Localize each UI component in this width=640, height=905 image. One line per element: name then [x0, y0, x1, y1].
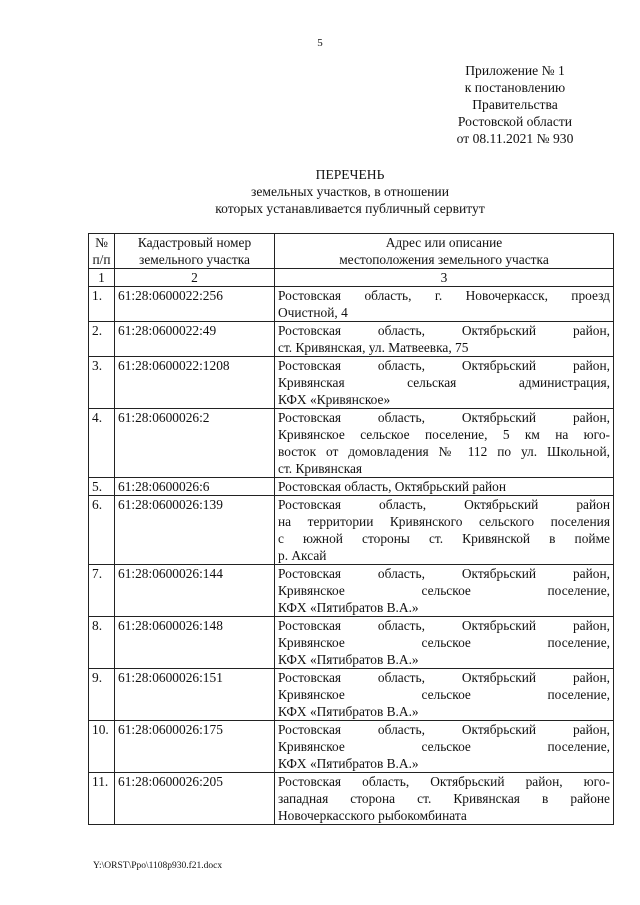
address-cell: [275, 409, 614, 478]
address-cell: [275, 322, 614, 357]
header-cadastral: [115, 234, 275, 269]
address-line: ст. Кривянская: [278, 461, 363, 476]
address-line: Кривянское сельское поселение, 5 км на юго-: [278, 427, 610, 442]
address-line: Кривянское сельское поселение,: [278, 687, 610, 702]
header-line: Адрес или описание: [385, 235, 503, 250]
address-line: с южной стороны ст. Кривянской в пойме: [278, 531, 610, 546]
address-line: КФХ «Пятибратов В.А.»: [278, 600, 419, 615]
address-line: КФХ «Пятибратов В.А.»: [278, 756, 419, 771]
table-body: [89, 234, 614, 825]
address-line: Кривянское сельское поселение,: [278, 583, 610, 598]
appendix-line: к постановлению: [464, 80, 566, 95]
column-number: 1: [89, 269, 115, 287]
address-line: Ростовская область, Октябрьский район,: [278, 323, 610, 338]
cadastral-number: 61:28:0600026:205: [115, 773, 275, 825]
address-line: восток от домовладения № 112 по ул. Школьной,: [278, 444, 610, 459]
table-row: [89, 496, 614, 565]
header-number: [89, 234, 115, 269]
address-cell: [275, 773, 614, 825]
address-cell: [275, 357, 614, 409]
table-row: [89, 565, 614, 617]
table-row: [89, 287, 614, 322]
address-line: Кривянская сельская администрация,: [278, 375, 610, 390]
appendix-line: Правительства: [472, 97, 558, 112]
address-line: КФХ «Пятибратов В.А.»: [278, 704, 419, 719]
page-number: 5: [317, 37, 323, 49]
appendix-line: от 08.11.2021 № 930: [456, 131, 574, 146]
address-line: Ростовская область, Октябрьский район: [278, 497, 610, 512]
address-line: Новочеркасского рыбокомбината: [278, 808, 467, 823]
address-cell: [275, 565, 614, 617]
cadastral-number: 61:28:0600026:2: [115, 409, 275, 478]
column-number: 3: [275, 269, 614, 287]
header-line: земельного участка: [139, 252, 250, 267]
address-line: Ростовская область, Октябрьский район, юго-: [278, 774, 610, 789]
address-line: Ростовская область, Октябрьский район,: [278, 722, 610, 737]
cadastral-number: 61:28:0600022:49: [115, 322, 275, 357]
file-path-footer: Y:\ORST\Ppo\1108p930.f21.docx: [93, 861, 223, 871]
address-line: ст. Кривянская, ул. Матвеевка, 75: [278, 340, 469, 355]
address-line: Ростовская область, Октябрьский район,: [278, 410, 610, 425]
row-number: 3.: [89, 357, 115, 409]
address-line: р. Аксай: [278, 548, 327, 563]
heading-title: ПЕРЕЧЕНЬ: [315, 167, 385, 182]
address-cell: [275, 478, 614, 496]
address-line: Кривянское сельское поселение,: [278, 635, 610, 650]
row-number: 10.: [89, 721, 115, 773]
address-line: Очистной, 4: [278, 305, 348, 320]
address-cell: [275, 669, 614, 721]
address-line: Ростовская область, г. Новочеркасск, проезд: [278, 288, 610, 303]
address-line: Ростовская область, Октябрьский район,: [278, 618, 610, 633]
header-line: №: [95, 235, 108, 250]
cadastral-number: 61:28:0600022:1208: [115, 357, 275, 409]
cadastral-number: 61:28:0600022:256: [115, 287, 275, 322]
cadastral-number: 61:28:0600026:151: [115, 669, 275, 721]
document-heading: [0, 166, 640, 217]
table-row: [89, 478, 614, 496]
header-line: п/п: [92, 252, 111, 267]
appendix-line: Приложение № 1: [465, 63, 565, 78]
table-row: [89, 773, 614, 825]
address-line: Ростовская область, Октябрьский район,: [278, 670, 610, 685]
land-plots-table: [88, 233, 614, 825]
cadastral-number: 61:28:0600026:175: [115, 721, 275, 773]
heading-subtitle: которых устанавливается публичный сервитут: [215, 201, 485, 216]
cadastral-number: 61:28:0600026:144: [115, 565, 275, 617]
row-number: 2.: [89, 322, 115, 357]
address-line: Ростовская область, Октябрьский район: [278, 479, 507, 494]
address-cell: [275, 721, 614, 773]
address-line: Ростовская область, Октябрьский район,: [278, 566, 610, 581]
address-line: Ростовская область, Октябрьский район,: [278, 358, 610, 373]
row-number: 11.: [89, 773, 115, 825]
table-header-row: [89, 234, 614, 269]
address-cell: [275, 496, 614, 565]
address-line: Кривянское сельское поселение,: [278, 739, 610, 754]
table-row: [89, 409, 614, 478]
address-cell: [275, 287, 614, 322]
cadastral-number: 61:28:0600026:139: [115, 496, 275, 565]
row-number: 9.: [89, 669, 115, 721]
header-line: Кадастровый номер: [137, 235, 252, 250]
address-line: на территории Кривянского сельского поселения: [278, 514, 610, 529]
table-row: [89, 357, 614, 409]
row-number: 4.: [89, 409, 115, 478]
row-number: 1.: [89, 287, 115, 322]
column-number: 2: [115, 269, 275, 287]
address-line: КФХ «Пятибратов В.А.»: [278, 652, 419, 667]
row-number: 6.: [89, 496, 115, 565]
row-number: 8.: [89, 617, 115, 669]
appendix-line: Ростовской области: [457, 114, 573, 129]
table-row: [89, 669, 614, 721]
cadastral-number: 61:28:0600026:148: [115, 617, 275, 669]
cadastral-number: 61:28:0600026:6: [115, 478, 275, 496]
row-number: 7.: [89, 565, 115, 617]
table-row: [89, 322, 614, 357]
header-line: местоположения земельного участка: [339, 252, 549, 267]
address-cell: [275, 617, 614, 669]
column-number-row: [89, 269, 614, 287]
table-row: [89, 721, 614, 773]
appendix-block: [446, 62, 584, 147]
address-line: западная сторона ст. Кривянская в районе: [278, 791, 610, 806]
header-address: [275, 234, 614, 269]
table-row: [89, 617, 614, 669]
heading-subtitle: земельных участков, в отношении: [251, 184, 449, 199]
row-number: 5.: [89, 478, 115, 496]
address-line: КФХ «Кривянское»: [278, 392, 391, 407]
